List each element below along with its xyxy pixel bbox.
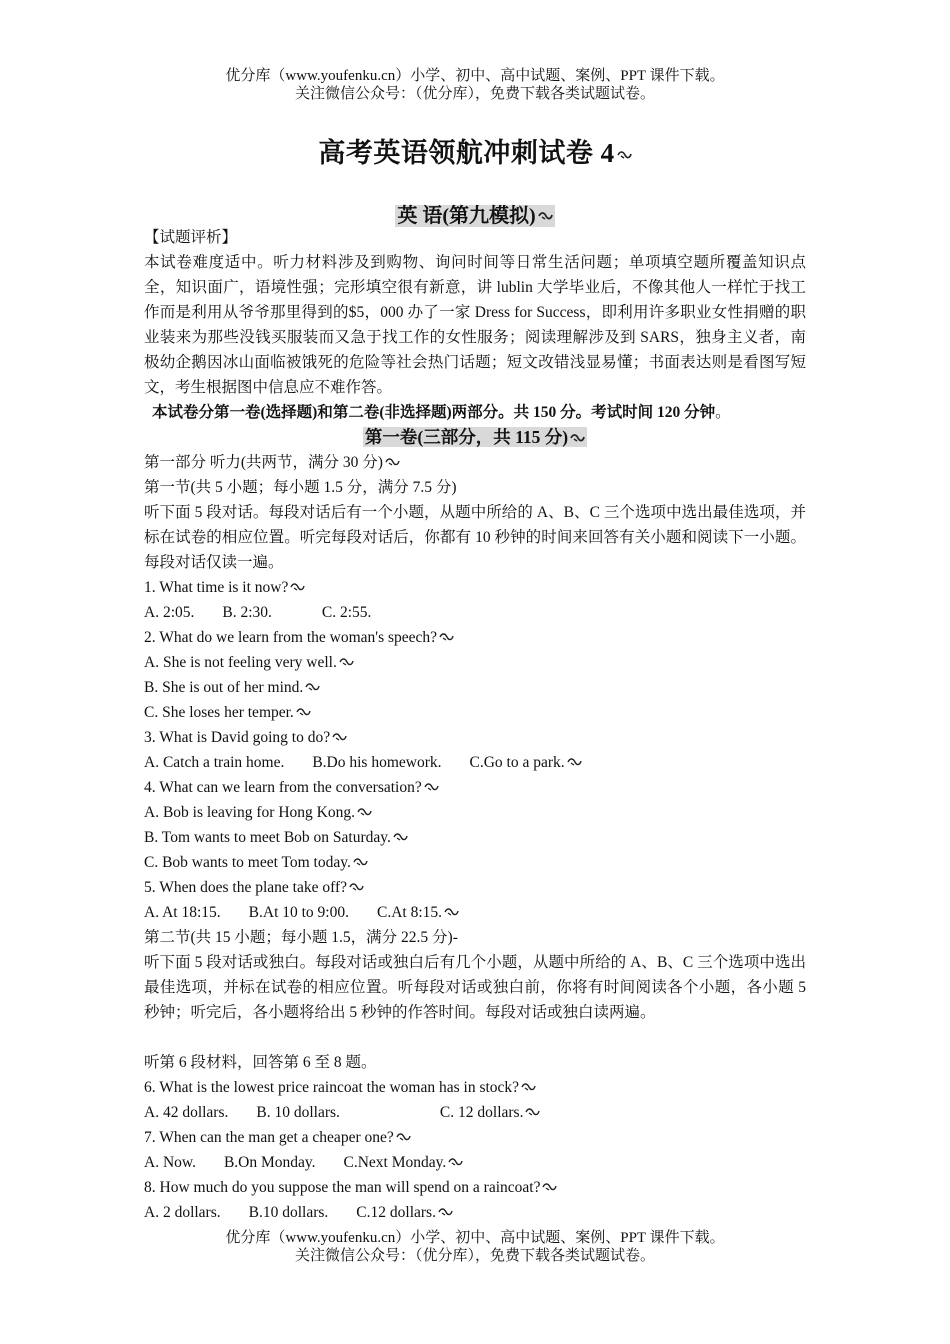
analysis-paragraph: 本试卷难度适中。听力材料涉及到购物、询问时间等日常生活问题；单项填空题所覆盖知识点全，知识面广，语境性强；完形填空很有新意，讲 lublin 大学毕业后，不像其他人一样忙于找工作而是利用从爷爷那里得到的$5，000 办了一家 Dress for Success，即利用许多职业女性捐赠的职业装来为那些没钱买服装而又急于找工作的女性服务；阅读理解涉及到 SARS，独身主义者，南极幼企鹅因冰山面临被饿死的危险等社会热门话题；短文改错浅显易懂；书面表达则是看图写短文，考生根据图中信息应不难作答。 xyxy=(144,254,806,396)
exam-subtitle-text: 英 语(第九模拟) xyxy=(397,205,536,227)
paragraph-mark-icon xyxy=(439,633,454,641)
paragraph-mark-icon xyxy=(305,683,320,691)
option-text: B. Tom wants to meet Bob on Saturday. xyxy=(144,829,391,846)
header-line-1: 优分库（www.youfenku.cn）小学、初中、高中试题、案例、PPT 课件下载。 xyxy=(225,68,725,84)
paragraph-mark-icon xyxy=(525,1108,540,1116)
question-text: 1. What time is it now? xyxy=(144,579,289,596)
option-a xyxy=(144,650,806,675)
document-body xyxy=(144,225,806,1225)
section1-title: 第一节(共 5 小题；每小题 1.5 分，满分 7.5 分) xyxy=(144,479,457,496)
paragraph-mark-icon xyxy=(393,833,408,841)
question-text: 2. What do we learn from the woman's speech? xyxy=(144,629,438,646)
option-a: A. 2 dollars. xyxy=(144,1204,221,1221)
paragraph-mark-icon xyxy=(349,883,364,891)
option-c: C.Go to a park. xyxy=(469,754,565,771)
paragraph-mark-icon xyxy=(448,1158,463,1166)
question-text: 4. What can we learn from the conversation? xyxy=(144,779,422,796)
option-b: B.10 dollars. xyxy=(248,1204,329,1221)
section2-title-text: 第二节(共 15 小题；每小题 1.5，满分 22.5 分) xyxy=(144,929,453,946)
option-text: A. She is not feeling very well. xyxy=(144,654,337,671)
footer-line-2: 关注微信公众号：（优分库），免费下载各类试题试卷。 xyxy=(294,1248,655,1264)
paragraph-mark-icon xyxy=(357,808,372,816)
paragraph-mark-icon xyxy=(567,758,582,766)
section1-instructions: 听下面 5 段对话。每段对话后有一个小题，从题中所给的 A、B、C 三个选项中选出最佳选项，并标在试卷的相应位置。听完每段对话后，你都有 10 秒钟的时间来回答有关小题和阅读下一小题。每段对话仅读一遍。 xyxy=(144,504,806,571)
option-b xyxy=(144,675,806,700)
option-b: B.At 10 to 9:00. xyxy=(248,904,349,921)
paragraph-mark-icon xyxy=(353,858,368,866)
question-7-options xyxy=(144,1150,806,1175)
question-6 xyxy=(144,1075,806,1100)
option-c: C.Next Monday. xyxy=(343,1154,447,1171)
footer-line-1: 优分库（www.youfenku.cn）小学、初中、高中试题、案例、PPT 课件下载。 xyxy=(225,1230,725,1246)
question-1-options xyxy=(144,600,806,625)
option-c: C.At 8:15. xyxy=(376,904,443,921)
option-a: A. At 18:15. xyxy=(144,904,221,921)
header-line-2: 关注微信公众号：（优分库），免费下载各类试题试卷。 xyxy=(294,86,655,102)
paragraph-mark-icon xyxy=(570,434,585,442)
question-5 xyxy=(144,875,806,900)
analysis-heading: 【试题评析】 xyxy=(144,229,238,246)
option-c xyxy=(144,700,806,725)
question-3-options xyxy=(144,750,806,775)
paragraph-mark-icon xyxy=(332,733,347,741)
option-a: A. Catch a train home. xyxy=(144,754,285,771)
document-title-text: 高考英语领航冲刺试卷 4 xyxy=(318,138,615,168)
option-a xyxy=(144,800,806,825)
exam-info-end: 。 xyxy=(715,404,731,421)
option-text: C. She loses her temper. xyxy=(144,704,294,721)
option-b: B.Do his homework. xyxy=(312,754,442,771)
volume1-title-text: 第一卷(三部分，共 115 分) xyxy=(364,427,569,447)
option-a: A. 2:05. xyxy=(144,604,195,621)
paragraph-mark-icon xyxy=(521,1083,536,1091)
question-text: 5. When does the plane take off? xyxy=(144,879,348,896)
section2-title xyxy=(144,925,806,950)
question-text: 7. When can the man get a cheaper one? xyxy=(144,1129,394,1146)
paragraph-mark-icon xyxy=(444,908,459,916)
question-3 xyxy=(144,725,806,750)
paragraph-mark-icon xyxy=(396,1133,411,1141)
exam-subtitle xyxy=(0,199,950,228)
option-c: C. 2:55. xyxy=(321,604,372,621)
exam-info xyxy=(144,400,806,425)
section2-instructions: 听下面 5 段对话或独白。每段对话或独白后有几个小题，从题中所给的 A、B、C 三个选项中选出最佳选项，并标在试卷的相应位置。听每段对话或独白前，你将有时间阅读各个小题，各小题 5 秒钟；听完后，各小题将给出 5 秒钟的作答时间。每段对话或独白读两遍。 xyxy=(144,954,806,1021)
material-6-intro: 听第 6 段材料，回答第 6 至 8 题。 xyxy=(144,1054,377,1071)
paragraph-mark-icon xyxy=(438,1208,453,1216)
option-text: C. Bob wants to meet Tom today. xyxy=(144,854,351,871)
question-7 xyxy=(144,1125,806,1150)
listening-part-title-text: 第一部分 听力(共两节，满分 30 分) xyxy=(144,454,383,471)
paragraph-mark-icon xyxy=(424,783,439,791)
option-c: C. 12 dollars. xyxy=(439,1104,524,1121)
paragraph-mark-icon xyxy=(385,458,400,466)
option-b: B.On Monday. xyxy=(223,1154,316,1171)
paragraph-mark-icon xyxy=(290,583,305,591)
listening-part-title xyxy=(144,450,806,475)
page-header xyxy=(0,67,950,103)
blank-line xyxy=(144,1025,806,1050)
option-c: C.12 dollars. xyxy=(356,1204,436,1221)
option-b: B. 2:30. xyxy=(222,604,272,621)
question-8-options xyxy=(144,1200,806,1225)
option-a: A. 42 dollars. xyxy=(144,1104,229,1121)
question-8 xyxy=(144,1175,806,1200)
exam-info-text: 本试卷分第一卷(选择题)和第二卷(非选择题)两部分。共 150 分。考试时间 120 分钟 xyxy=(152,404,716,421)
question-4 xyxy=(144,775,806,800)
option-b xyxy=(144,825,806,850)
question-5-options xyxy=(144,900,806,925)
question-1 xyxy=(144,575,806,600)
question-text: 3. What is David going to do? xyxy=(144,729,331,746)
paragraph-mark-icon xyxy=(339,658,354,666)
question-6-options xyxy=(144,1100,806,1125)
option-a: A. Now. xyxy=(144,1154,196,1171)
question-text: 6. What is the lowest price raincoat the woman has in stock? xyxy=(144,1079,520,1096)
paragraph-mark-icon xyxy=(296,708,311,716)
page-footer xyxy=(0,1229,950,1265)
question-text: 8. How much do you suppose the man will spend on a raincoat? xyxy=(144,1179,541,1196)
volume1-title xyxy=(144,425,806,450)
option-b: B. 10 dollars. xyxy=(256,1104,340,1121)
option-c xyxy=(144,850,806,875)
section2-title-mark: - xyxy=(452,929,458,946)
question-2 xyxy=(144,625,806,650)
option-text: B. She is out of her mind. xyxy=(144,679,304,696)
option-text: A. Bob is leaving for Hong Kong. xyxy=(144,804,355,821)
paragraph-mark-icon xyxy=(617,151,632,159)
document-title xyxy=(0,131,950,170)
paragraph-mark-icon xyxy=(538,212,553,220)
paragraph-mark-icon xyxy=(542,1183,557,1191)
